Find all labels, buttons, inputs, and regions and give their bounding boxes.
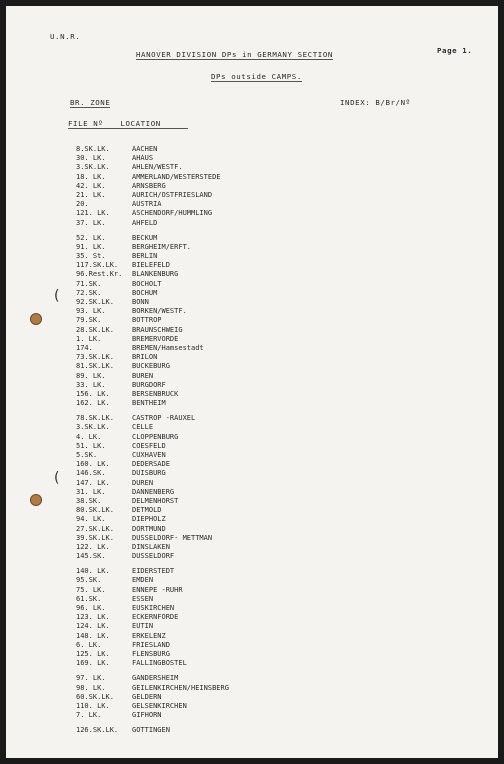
file-number: 123. LK.	[76, 613, 110, 622]
list-item	[76, 506, 229, 515]
location-name: DANNENBERG	[132, 487, 175, 496]
location-name: BERSENBRUCK	[132, 389, 179, 398]
list-item	[76, 353, 229, 362]
punch-mark-icon: (	[54, 288, 60, 304]
file-number: 80.SK.LK.	[76, 506, 114, 515]
location-name: EUTIN	[132, 622, 154, 631]
entry-group	[76, 726, 229, 735]
file-number: 122. LK.	[76, 542, 110, 551]
col-location-header: LOCATION	[120, 119, 161, 128]
entry-group	[76, 674, 229, 720]
file-number: 51. LK.	[76, 441, 106, 450]
file-number: 145.SK.	[76, 552, 106, 561]
list-item	[76, 641, 229, 650]
file-number: 121. LK.	[76, 209, 110, 218]
entry-group	[76, 145, 229, 228]
list-item	[76, 280, 229, 289]
list-item	[76, 674, 229, 683]
file-number: 75. LK.	[76, 585, 106, 594]
list-item	[76, 433, 229, 442]
page-title: HANOVER DIVISION DPs in GERMANY SECTION	[136, 50, 333, 59]
file-number: 160. LK.	[76, 460, 110, 469]
list-item	[76, 726, 229, 735]
list-item	[76, 252, 229, 261]
list-item	[76, 479, 229, 488]
list-item	[76, 362, 229, 371]
location-name: CASTROP -RAUXEL	[132, 414, 196, 423]
list-item	[76, 442, 229, 451]
location-name: GELDERN	[132, 692, 162, 701]
file-number: 3.SK.LK.	[76, 163, 110, 172]
location-name: BRAUNSCHWEIG	[132, 325, 183, 334]
page-number: Page 1.	[437, 46, 473, 55]
location-name: BOTTROP	[132, 316, 162, 325]
list-item	[76, 390, 229, 399]
list-item	[76, 684, 229, 693]
location-name: BOCHOLT	[132, 279, 162, 288]
location-name: BIELEFELD	[132, 261, 170, 270]
list-item	[76, 200, 229, 209]
list-item	[76, 298, 229, 307]
file-number: 124. LK.	[76, 622, 110, 631]
file-number: 96. LK.	[76, 604, 106, 612]
location-name: BERLIN	[132, 252, 158, 261]
location-name: BLANKENBURG	[132, 270, 179, 279]
list-item	[76, 497, 229, 506]
file-number: 97. LK.	[76, 674, 106, 683]
list-item	[76, 191, 229, 200]
location-name: AURICH/OSTFRIESLAND	[132, 190, 213, 199]
file-number: 21. LK.	[76, 190, 106, 199]
list-item	[76, 372, 229, 381]
location-name: BOCHUM	[132, 288, 158, 297]
file-number: 156. LK.	[76, 389, 110, 398]
list-item	[76, 525, 229, 534]
file-number: 42. LK.	[76, 181, 106, 190]
file-number: 98. LK.	[76, 683, 106, 692]
punch-hole-icon	[30, 313, 42, 325]
location-name: DEDERSADE	[132, 460, 170, 469]
location-name: ERKELENZ	[132, 631, 166, 640]
file-number: 125. LK.	[76, 649, 110, 658]
zone-label: BR. ZONE	[70, 98, 111, 107]
file-number: 140. LK.	[76, 567, 110, 576]
list-item	[76, 451, 229, 460]
location-name: GOTTINGEN	[132, 726, 170, 735]
list-item	[76, 576, 229, 585]
list-item	[76, 702, 229, 711]
location-name: BUREN	[132, 371, 154, 380]
file-number: 8.SK.LK.	[76, 145, 110, 153]
entry-group	[76, 234, 229, 409]
list-item	[76, 423, 229, 432]
file-number: 79.SK.	[76, 316, 102, 325]
file-number: 5.SK.	[76, 451, 98, 459]
location-name: AACHEN	[132, 145, 158, 153]
location-name: CLOPPENBURG	[132, 432, 179, 441]
list-item	[76, 381, 229, 390]
list-item	[76, 595, 229, 604]
file-number: 7. LK.	[76, 711, 102, 720]
location-name: BUCKEBURG	[132, 362, 170, 371]
location-name: GIFHORN	[132, 711, 162, 720]
file-number: 3.SK.LK.	[76, 423, 110, 432]
file-number: 148. LK.	[76, 631, 110, 640]
location-name: CELLE	[132, 423, 154, 432]
list-item	[76, 543, 229, 552]
list-item	[76, 219, 229, 228]
list-item	[76, 711, 229, 720]
file-number: 61.SK.	[76, 594, 102, 603]
column-headers	[68, 119, 188, 129]
location-name: DELMENHORST	[132, 496, 179, 505]
file-number: 91. LK.	[76, 242, 106, 251]
entry-group	[76, 567, 229, 668]
index-label: INDEX: B/Br/Nº	[340, 98, 411, 107]
file-number: 27.SK.LK.	[76, 524, 114, 533]
col-file-header: FILE Nº	[68, 119, 104, 128]
file-number: 110. LK.	[76, 701, 110, 710]
file-number: 126.SK.LK.	[76, 726, 119, 735]
list-item	[76, 515, 229, 524]
file-number: 162. LK.	[76, 399, 110, 408]
location-name: BERGHEIM/ERFT.	[132, 242, 192, 251]
list-item	[76, 552, 229, 561]
file-number: 18. LK.	[76, 172, 106, 181]
list-item	[76, 469, 229, 478]
file-number: 20.	[76, 200, 89, 209]
location-name: BURGDORF	[132, 380, 166, 389]
file-number: 147. LK.	[76, 478, 110, 487]
location-name: FALLINGBOSTEL	[132, 659, 187, 668]
location-name: AHAUS	[132, 154, 154, 163]
file-number: 94. LK.	[76, 515, 106, 524]
location-name: ECKERNFORDE	[132, 613, 179, 622]
file-number: 169. LK.	[76, 659, 110, 668]
location-name: ESSEN	[132, 594, 154, 603]
location-name: BORKEN/WESTF.	[132, 307, 187, 316]
entry-group	[76, 414, 229, 561]
list-item	[76, 534, 229, 543]
punch-mark-icon: (	[54, 470, 60, 486]
list-item	[76, 460, 229, 469]
list-item	[76, 261, 229, 270]
list-item	[76, 586, 229, 595]
list-item	[76, 182, 229, 191]
list-item	[76, 163, 229, 172]
file-number: 28.SK.LK.	[76, 325, 114, 334]
file-number: 72.SK.	[76, 288, 102, 297]
file-number: 31. LK.	[76, 487, 106, 496]
file-number: 52. LK.	[76, 233, 106, 242]
location-name: COESFELD	[132, 441, 166, 450]
location-name: DUREN	[132, 478, 154, 487]
file-number: 39.SK.LK.	[76, 533, 114, 542]
location-name: BREMERVORDE	[132, 334, 179, 343]
location-name: ENNEPE -RUHR	[132, 585, 183, 594]
list-item	[76, 488, 229, 497]
location-name: BRILON	[132, 353, 158, 362]
file-number: 92.SK.LK.	[76, 298, 114, 306]
file-number: 78.SK.LK.	[76, 414, 114, 423]
file-number: 4. LK.	[76, 432, 102, 441]
location-name: ARNSBERG	[132, 181, 166, 190]
location-name: BONN	[132, 298, 149, 306]
list-item	[76, 316, 229, 325]
location-name: DUISBURG	[132, 469, 166, 478]
file-number: 30. LK.	[76, 154, 106, 163]
file-number: 89. LK.	[76, 371, 106, 380]
list-item	[76, 289, 229, 298]
location-name: GEILENKIRCHEN/HEINSBERG	[132, 683, 229, 692]
file-number: 117.SK.LK.	[76, 261, 119, 270]
list-item	[76, 270, 229, 279]
file-number: 1. LK.	[76, 334, 102, 343]
list-item	[76, 613, 229, 622]
list-item	[76, 209, 229, 218]
file-number: 35. St.	[76, 252, 106, 261]
location-name: BENTHEIM	[132, 399, 166, 408]
list-item	[76, 659, 229, 668]
list-item	[76, 326, 229, 335]
list-item	[76, 567, 229, 576]
file-number: 37. LK.	[76, 218, 106, 227]
file-number: 81.SK.LK.	[76, 362, 114, 371]
file-number: 33. LK.	[76, 380, 106, 389]
list-item	[76, 399, 229, 408]
punch-hole-icon	[30, 494, 42, 506]
list-item	[76, 145, 229, 154]
location-name: FLENSBURG	[132, 649, 170, 658]
list-item	[76, 622, 229, 631]
file-number: 93. LK.	[76, 307, 106, 316]
file-number: 96.Rest.Kr.	[76, 270, 123, 279]
list-item	[76, 693, 229, 702]
location-name: EMDEN	[132, 576, 154, 585]
list-item	[76, 307, 229, 316]
corner-mark: U.N.R.	[50, 32, 81, 41]
location-name: DUSSELDORF	[132, 552, 175, 561]
location-name: DIEPHOLZ	[132, 515, 166, 524]
location-name: AUSTRIA	[132, 200, 162, 209]
list-item	[76, 335, 229, 344]
list-item	[76, 344, 229, 353]
location-list	[76, 145, 229, 741]
location-name: AHLEN/WESTF.	[132, 163, 183, 172]
list-item	[76, 650, 229, 659]
location-name: GELSENKIRCHEN	[132, 701, 187, 710]
location-name: AMMERLAND/WESTERSTEDE	[132, 172, 221, 181]
file-number: 38.SK.	[76, 496, 102, 505]
page-subtitle: DPs outside CAMPS.	[211, 72, 302, 81]
list-item	[76, 604, 229, 613]
location-name: EIDERSTEDT	[132, 567, 175, 576]
file-number: 95.SK.	[76, 576, 102, 585]
file-number: 146.SK.	[76, 469, 106, 478]
list-item	[76, 173, 229, 182]
file-number: 71.SK.	[76, 279, 102, 288]
location-name: EUSKIRCHEN	[132, 604, 175, 612]
list-item	[76, 414, 229, 423]
location-name: DETMOLD	[132, 506, 162, 515]
location-name: AHFELD	[132, 218, 158, 227]
location-name: GANDERSHEIM	[132, 674, 179, 683]
list-item	[76, 243, 229, 252]
list-item	[76, 154, 229, 163]
location-name: DINSLAKEN	[132, 542, 170, 551]
location-name: BECKUM	[132, 233, 158, 242]
location-name: FRIESLAND	[132, 640, 170, 649]
location-name: DORTMUND	[132, 524, 166, 533]
location-name: CUXHAVEN	[132, 451, 166, 459]
location-name: BREMEN/Hamsestadt	[132, 343, 204, 352]
file-number: 174.	[76, 343, 93, 352]
file-number: 60.SK.LK.	[76, 692, 114, 701]
document-page	[6, 6, 498, 758]
list-item	[76, 632, 229, 641]
file-number: 6. LK.	[76, 640, 102, 649]
location-name: DUSSELDORF- METTMAN	[132, 533, 213, 542]
list-item	[76, 234, 229, 243]
location-name: ASCHENDORF/HUMMLING	[132, 209, 213, 218]
file-number: 73.SK.LK.	[76, 353, 114, 362]
